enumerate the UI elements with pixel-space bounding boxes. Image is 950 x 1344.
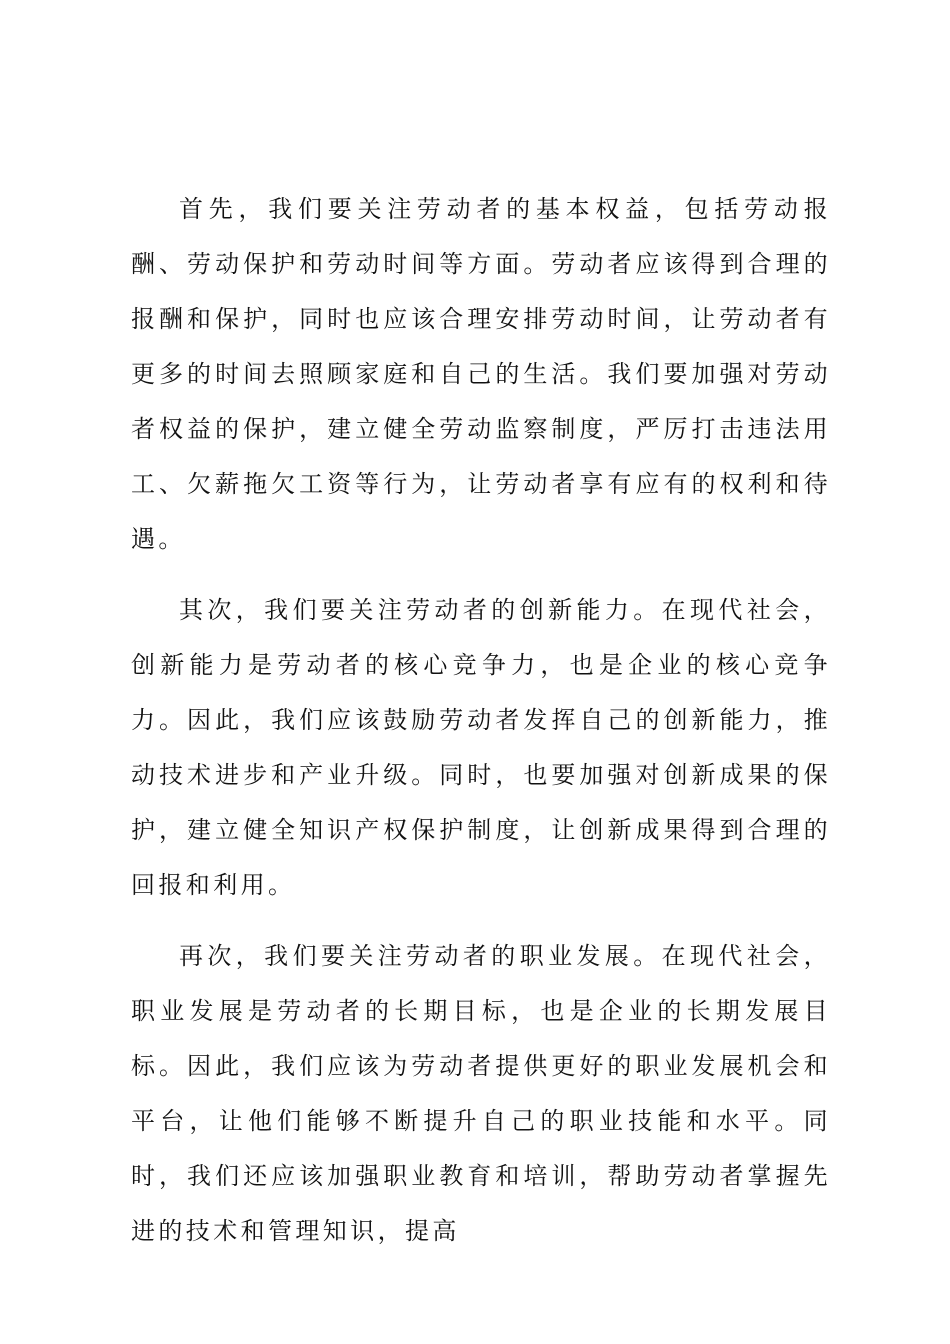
- paragraph-career-development: 再次，我们要关注劳动者的职业发展。在现代社会，职业发展是劳动者的长期目标，也是企业的长期发展目标。因此，我们应该为劳动者提供更好的职业发展机会和平台，让他们能够不断提升自己的职业技能和水平。同时，我们还应该加强职业教育和培训，帮助劳动者掌握先进的技术和管理知识，提高: [131, 942, 831, 1245]
- document-body: [131, 182, 831, 1259]
- paragraph-innovation: 其次，我们要关注劳动者的创新能力。在现代社会，创新能力是劳动者的核心竞争力，也是企业的核心竞争力。因此，我们应该鼓励劳动者发挥自己的创新能力，推动技术进步和产业升级。同时，也要加强对创新成果的保护，建立健全知识产权保护制度，让创新成果得到合理的回报和利用。: [131, 596, 831, 899]
- paragraph-labor-rights: 首先，我们要关注劳动者的基本权益，包括劳动报酬、劳动保护和劳动时间等方面。劳动者应该得到合理的报酬和保护，同时也应该合理安排劳动时间，让劳动者有更多的时间去照顾家庭和自己的生活。我们要加强对劳动者权益的保护，建立健全劳动监察制度，严厉打击违法用工、欠薪拖欠工资等行为，让劳动者享有应有的权利和待遇。: [131, 195, 831, 553]
